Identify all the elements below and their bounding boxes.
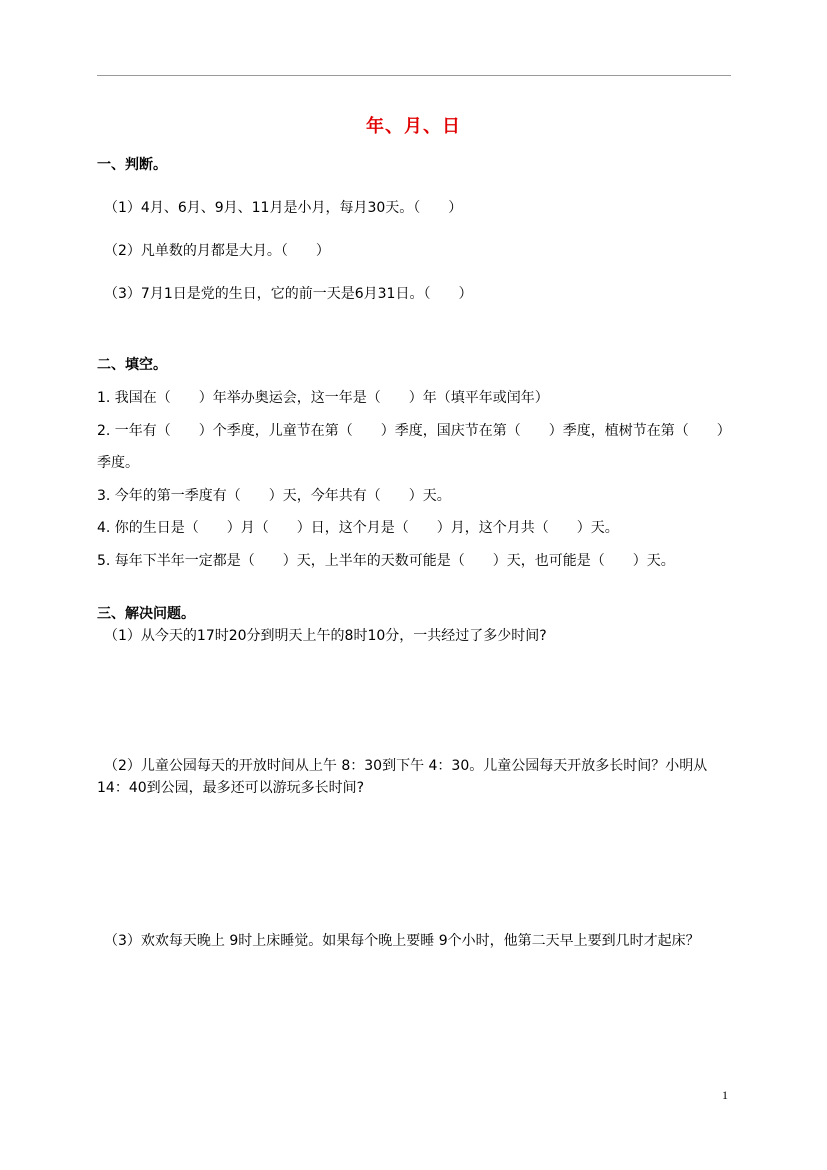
fill-item-3: 3. 今年的第一季度有（ ）天，今年共有（ ）天。 (97, 488, 451, 504)
section-heading-fill-blank: 二、填空。 (97, 357, 167, 373)
fill-item-4: 4. 你的生日是（ ）月（ ）日，这个月是（ ）月，这个月共（ ）天。 (97, 520, 619, 536)
judgement-item-2: （2）凡单数的月都是大月。（ ） (104, 243, 330, 259)
section-heading-judgement: 一、判断。 (97, 157, 167, 173)
problem-item-2-continued: 14：40到公园，最多还可以游玩多长时间? (97, 780, 365, 796)
judgement-item-3: （3）7月1日是党的生日，它的前一天是6月31日。（ ） (104, 286, 473, 302)
fill-item-1: 1. 我国在（ ）年举办奥运会，这一年是（ ）年（填平年或闰年） (97, 390, 549, 406)
page-title: 年、月、日 (366, 116, 461, 137)
fill-item-5: 5. 每年下半年一定都是（ ）天，上半年的天数可能是（ ）天，也可能是（ ）天。 (97, 553, 675, 569)
problem-item-3: （3）欢欢每天晚上 9时上床睡觉。如果每个晚上要睡 9个小时，他第二天早上要到几时才起床？ (104, 933, 700, 949)
fill-item-2: 2. 一年有（ ）个季度，儿童节在第（ ）季度，国庆节在第（ ）季度，植树节在第（ ） (97, 423, 731, 439)
header-rule (97, 75, 731, 76)
problem-item-2: （2）儿童公园每天的开放时间从上午 8：30到下午 4：30。儿童公园每天开放多长时间？小明从 (104, 758, 708, 774)
judgement-item-1: （1）4月、6月、9月、11月是小月，每月30天。（ ） (104, 200, 463, 216)
section-heading-problems: 三、解决问题。 (97, 606, 195, 622)
page-number: 1 (722, 1088, 728, 1102)
problem-item-1: （1）从今天的17时20分到明天上午的8时10分，一共经过了多少时间? (104, 628, 547, 644)
fill-item-2-continued: 季度。 (97, 455, 139, 471)
